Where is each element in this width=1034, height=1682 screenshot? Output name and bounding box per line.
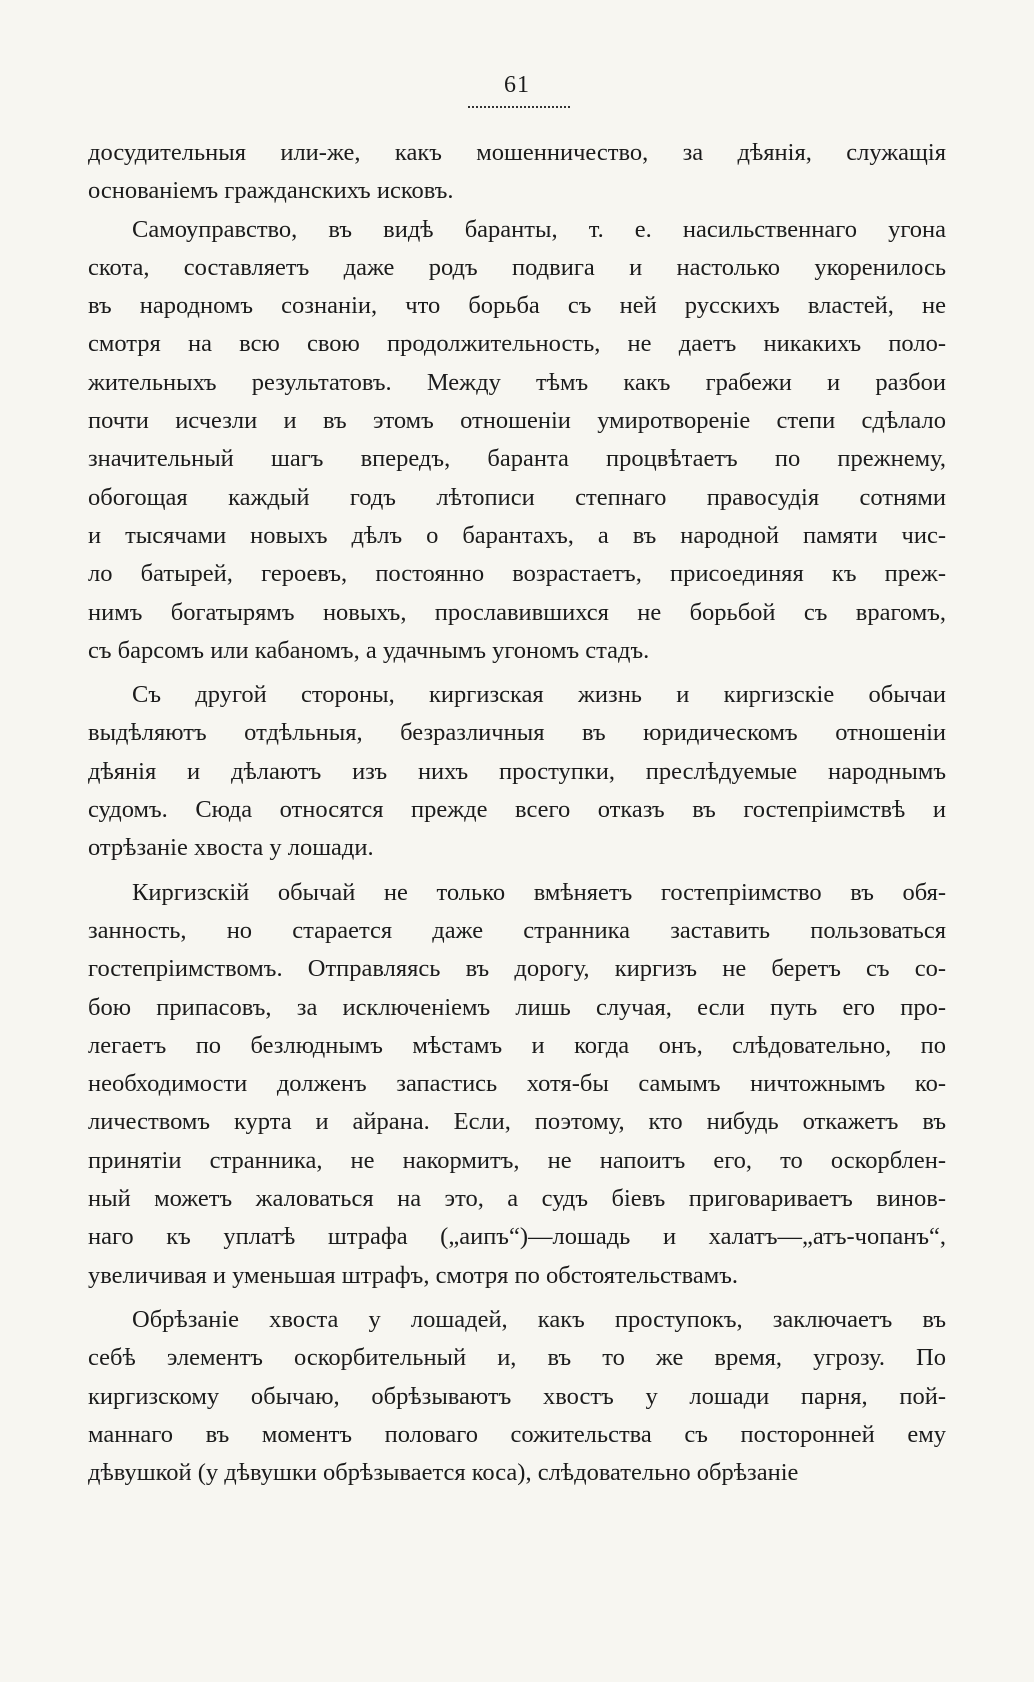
text-line: Обрѣзаніе хвоста у лошадей, какъ проступокъ, заключаетъ въ <box>132 1305 946 1333</box>
text-line: увеличивая и уменьшая штрафъ, смотря по обстоятельствамъ. <box>88 1261 739 1289</box>
text-line: гостепріимствомъ. Отправляясь въ дорогу, киргизъ не беретъ съ со- <box>88 955 946 983</box>
page-number-rule <box>468 106 570 108</box>
text-line: жительныхъ результатовъ. Между тѣмъ какъ грабежи и разбои <box>88 368 946 396</box>
text-line: себѣ элементъ оскорбительный и, въ то же время, угрозу. По <box>88 1344 946 1372</box>
text-line: Самоуправство, въ видѣ баранты, т. е. насильственнаго угона <box>132 215 946 243</box>
text-line: Съ другой стороны, киргизская жизнь и киргизскіе обычаи <box>132 681 946 709</box>
text-line: бою припасовъ, за исключеніемъ лишь случая, если путь его про- <box>88 993 946 1021</box>
text-line: скота, составляетъ даже родъ подвига и настолько укоренилось <box>88 253 946 281</box>
text-line: и тысячами новыхъ дѣлъ о барантахъ, а въ народной памяти чис- <box>88 521 946 549</box>
text-line: значительный шагъ впередъ, баранта процвѣтаетъ по прежнему, <box>88 445 946 473</box>
paragraph <box>88 211 946 671</box>
text-line: съ барсомъ или кабаномъ, а удачнымъ угономъ стадъ. <box>88 636 650 664</box>
text-line: смотря на всю свою продолжительность, не даетъ никакихъ поло- <box>88 330 946 358</box>
page-number: 61 <box>504 72 530 98</box>
text-line: выдѣляютъ отдѣльныя, безразличныя въ юридическомъ отношеніи <box>88 719 946 747</box>
text-line: ло батырей, героевъ, постоянно возрастаетъ, присоединяя къ преж- <box>88 560 946 588</box>
text-line: въ народномъ сознаніи, что борьба съ ней русскихъ властей, не <box>88 292 946 320</box>
text-line: Киргизскій обычай не только вмѣняетъ гостепріимство въ обя- <box>132 878 946 906</box>
text-line: основаніемъ гражданскихъ исковъ. <box>88 177 454 205</box>
text-line: отрѣзаніе хвоста у лошади. <box>88 834 374 862</box>
paragraph <box>88 134 946 211</box>
text-line: досудительныя или-же, какъ мошенничество, за дѣянія, служащія <box>88 139 946 166</box>
paragraph <box>88 874 946 1295</box>
text-line: маннаго въ моментъ половаго сожительства съ посторонней ему <box>88 1420 946 1448</box>
text-line: ный можетъ жаловаться на это, а судъ біевъ приговариваетъ винов- <box>88 1185 946 1213</box>
text-line: принятіи странника, не накормитъ, не напоитъ его, то оскорблен- <box>88 1146 946 1174</box>
text-line: обогощая каждый годъ лѣтописи степнаго правосудія сотнями <box>88 483 946 511</box>
text-line: личествомъ курта и айрана. Если, поэтому, кто нибудь откажетъ въ <box>88 1108 946 1136</box>
text-line: занность, но старается даже странника заставить пользоваться <box>88 916 946 944</box>
text-line: нимъ богатырямъ новыхъ, прославившихся не борьбой съ врагомъ, <box>88 598 946 626</box>
body-text <box>88 134 946 1492</box>
text-line: наго къ уплатѣ штрафа („аипъ“)—лошадь и халатъ—„атъ-чопанъ“, <box>88 1223 946 1251</box>
paragraph <box>88 676 946 867</box>
text-line: киргизскому обычаю, обрѣзываютъ хвостъ у лошади парня, пой- <box>88 1382 946 1410</box>
text-line: почти исчезли и въ этомъ отношеніи умиротвореніе степи сдѣлало <box>88 407 946 435</box>
text-line: дѣвушкой (у дѣвушки обрѣзывается коса), слѣдовательно обрѣзаніе <box>88 1459 799 1487</box>
text-line: судомъ. Сюда относятся прежде всего отказъ въ гостепріимствѣ и <box>88 796 946 824</box>
text-line: дѣянія и дѣлаютъ изъ нихъ проступки, преслѣдуемые народнымъ <box>88 757 946 785</box>
paragraph <box>88 1301 946 1492</box>
text-line: легаетъ по безлюднымъ мѣстамъ и когда онъ, слѣдовательно, по <box>88 1031 946 1059</box>
text-line: необходимости долженъ запастись хотя-бы самымъ ничтожнымъ ко- <box>88 1070 946 1098</box>
